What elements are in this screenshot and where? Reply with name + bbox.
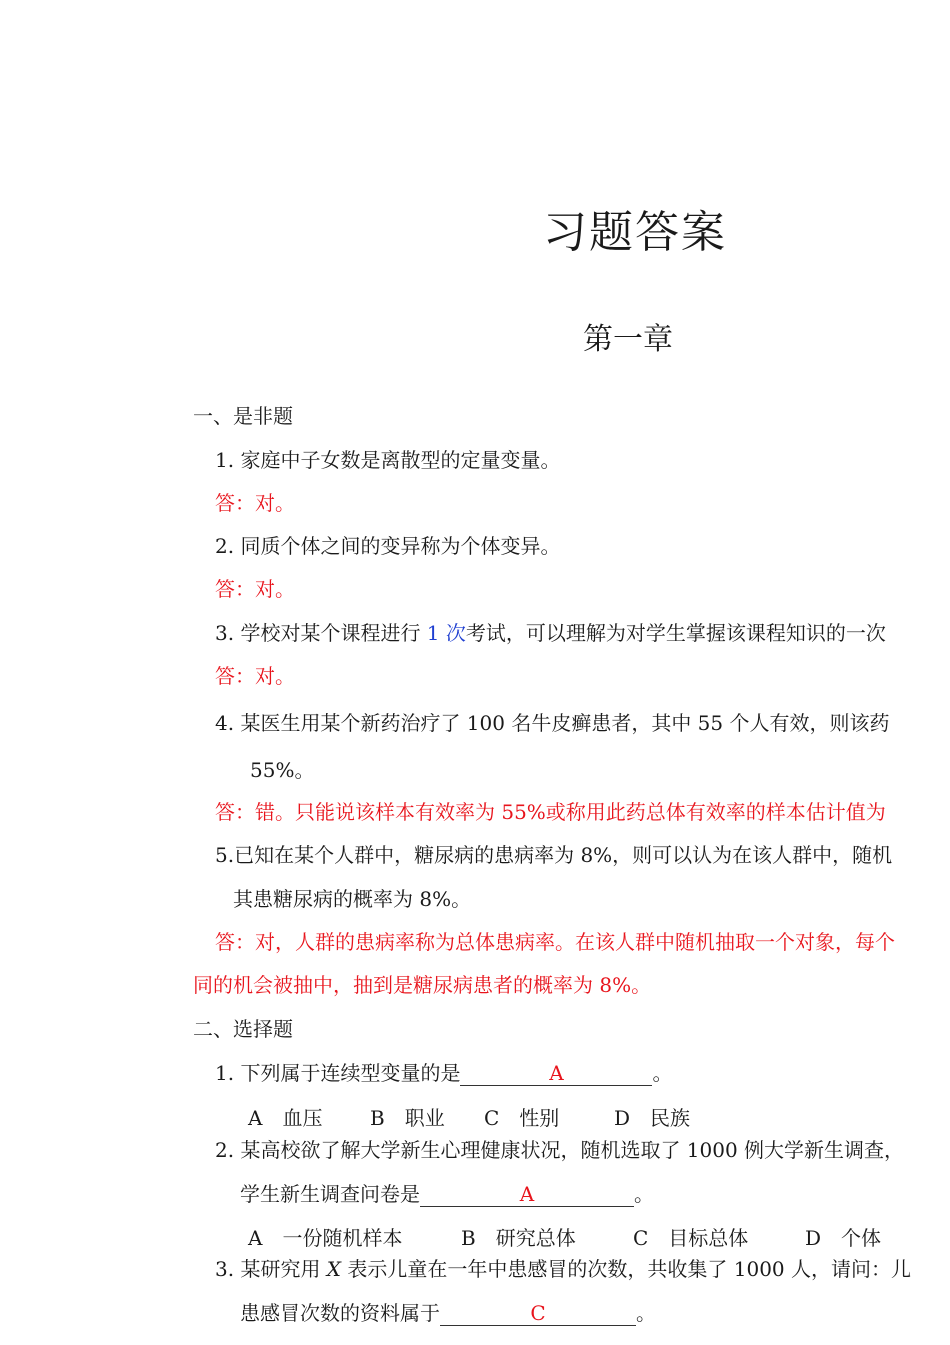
mc-question-3-text-start: 3. 某研究用	[215, 1257, 327, 1281]
mc-option: C 性别	[484, 1106, 560, 1130]
section-heading-multiple-choice: 二、选择题	[193, 1017, 293, 1041]
mc-question-3-end: 。	[636, 1301, 656, 1325]
mc-option: C 目标总体	[633, 1226, 749, 1250]
mc-option: D 个体	[805, 1226, 882, 1250]
question-3-text-end: 考试，可以理解为对学生掌握该课程知识的一次	[465, 621, 886, 645]
mc-question-3-text: 患感冒次数的资料属于	[240, 1301, 440, 1325]
chapter-heading: 第一章	[583, 322, 673, 357]
mc-question-3-continued	[240, 1299, 656, 1327]
answer-2: 答：对。	[215, 577, 295, 601]
mc-question-3-text-end: 表示儿童在一年中患感冒的次数，共收集了 1000 人，请问：儿	[341, 1257, 912, 1281]
question-5-continued: 其患糖尿病的概率为 8%。	[233, 887, 472, 911]
section-heading-true-false: 一、是非题	[193, 404, 293, 428]
answer-4: 答：错。只能说该样本有效率为 55%或称用此药总体有效率的样本估计值为	[215, 800, 886, 824]
mc-question-1-end: 。	[652, 1061, 673, 1085]
mc-question-2-continued	[240, 1180, 654, 1208]
mc-question-2-text: 学生新生调查问卷是	[240, 1182, 420, 1206]
mc-question-2: 2. 某高校欲了解大学新生心理健康状况，随机选取了 1000 例大学新生调查，	[215, 1138, 905, 1162]
mc-question-3-variable: X	[326, 1257, 342, 1281]
mc-question-3	[215, 1255, 911, 1283]
mc-answer-blank-2: A	[420, 1182, 634, 1207]
answer-5: 答：对，人群的患病率称为总体患病率。在该人群中随机抽取一个对象，每个	[215, 930, 895, 954]
question-4-continued: 55%。	[250, 758, 315, 782]
mc-question-1	[215, 1059, 672, 1087]
answer-1: 答：对。	[215, 491, 295, 515]
question-5: 5.已知在某个人群中，糖尿病的患病率为 8%，则可以认为在该人群中，随机	[215, 843, 893, 867]
mc-options-1	[248, 1104, 690, 1132]
mc-option: A 一份随机样本	[248, 1226, 403, 1250]
mc-answer-blank-1: A	[460, 1061, 652, 1086]
question-2: 2. 同质个体之间的变异称为个体变异。	[215, 534, 561, 558]
mc-answer-blank-3: C	[440, 1301, 636, 1326]
question-4: 4. 某医生用某个新药治疗了 100 名牛皮癣患者，其中 55 个人有效，则该药	[215, 711, 890, 735]
mc-option: B 研究总体	[461, 1226, 576, 1250]
question-3-highlight: 1 次	[426, 621, 466, 645]
question-1: 1. 家庭中子女数是离散型的定量变量。	[215, 448, 561, 472]
question-3	[215, 619, 886, 647]
answer-5-continued: 同的机会被抽中，抽到是糖尿病患者的概率为 8%。	[193, 973, 652, 997]
mc-option: D 民族	[614, 1106, 691, 1130]
document-title: 习题答案	[543, 207, 727, 258]
mc-options-2	[248, 1224, 881, 1252]
mc-question-2-end: 。	[634, 1182, 654, 1206]
mc-option: A 血压	[248, 1106, 323, 1130]
answer-3: 答：对。	[215, 664, 295, 688]
question-3-text-start: 3. 学校对某个课程进行	[215, 621, 427, 645]
mc-question-1-text: 1. 下列属于连续型变量的是	[215, 1061, 461, 1085]
mc-option: B 职业	[370, 1106, 445, 1130]
